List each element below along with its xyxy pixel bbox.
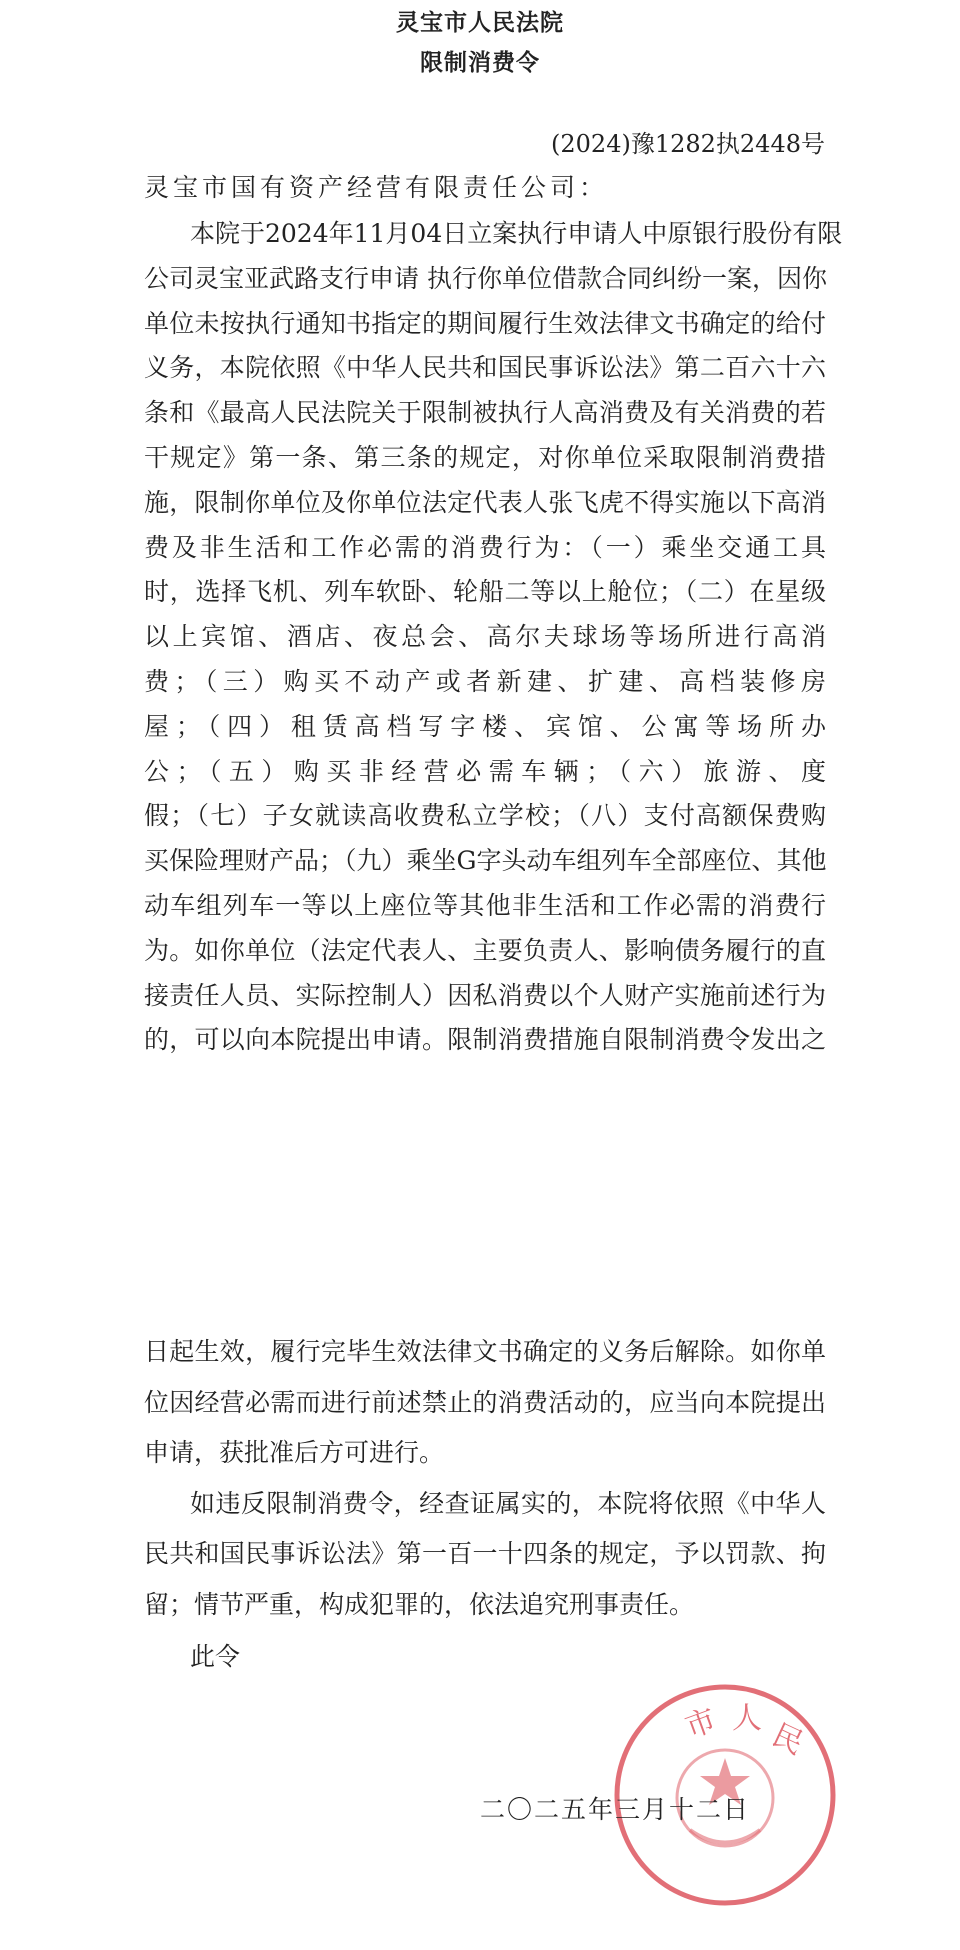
text-line: 位因经营必需而进行前述禁止的消费活动的，应当向本院提出 [144,1387,826,1417]
text-line: 的，可以向本院提出申请。限制消费措施自限制消费令发出之 [144,1025,826,1055]
case-number: (2024)豫1282执2448号 [551,130,825,158]
text-line: 单位未按执行通知书指定的期间履行生效法律文书确定的给付 [144,308,826,338]
text-line: 申请，获批准后方可进行。 [144,1438,445,1467]
addressee: 灵宝市国有资产经营有限责任公司： [144,173,609,202]
text-line: 接责任人员、实际控制人）因私消费以个人财产实施前述行为 [144,980,826,1010]
text-line: 干规定》第一条、第三条的规定，对你单位采取限制消费措 [144,442,826,472]
text-line: 假；（七）子女就读高收费私立学校；（八）支付高额保费购 [144,801,826,831]
text-line: 费；（三）购买不动产或者新建、扩建、高档装修房 [144,666,826,696]
text-line: 屋；（四）租赁高档写字楼、宾馆、公寓等场所办 [144,711,826,741]
text-line: 公；（五）购买非经营必需车辆；（六）旅游、度 [144,756,826,786]
text-line: 为。如你单位（法定代表人、主要负责人、影响债务履行的直 [144,935,826,965]
text-line: 如违反限制消费令，经查证属实的，本院将依照《中华人 [190,1488,826,1518]
text-line: 日起生效，履行完毕生效法律文书确定的义务后解除。如你单 [144,1337,826,1366]
text-line: 时，选择飞机、列车软卧、轮船二等以上舱位；（二）在星级 [144,577,826,607]
issue-date: 二〇二五年三月十二日 [480,1795,751,1824]
closing-phrase: 此令 [190,1642,241,1671]
svg-text:市: 市 [680,1702,721,1746]
text-line: 买保险理财产品；（九）乘坐G字头动车组列车全部座位、其他 [144,846,827,876]
text-line: 施，限制你单位及你单位法定代表人张飞虎不得实施以下高消 [144,487,826,517]
text-line: 费及非生活和工作必需的消费行为：（一）乘坐交通工具 [144,532,826,562]
text-line: 民共和国民事诉讼法》第一百一十四条的规定，予以罚款、拘 [144,1539,826,1568]
svg-text:民: 民 [766,1717,809,1762]
text-line: 义务，本院依照《中华人民共和国民事诉讼法》第二百六十六 [144,353,826,383]
paragraph-restriction-order [144,212,843,1063]
text-line: 动车组列车一等以上座位等其他非生活和工作必需的消费行 [144,890,826,920]
paragraph-effect-and-penalty [144,1327,826,1630]
svg-text:人: 人 [732,1701,762,1736]
text-line: 条和《最高人民法院关于限制被执行人高消费及有关消费的若 [144,398,826,428]
text-line: 公司灵宝亚武路支行申请 执行你单位借款合同纠纷一案，因你 [144,263,827,293]
text-line: 本院于2024年11月04日立案执行申请人中原银行股份有限 [190,219,843,248]
document-title: 限制消费令 [420,49,540,76]
text-line: 以上宾馆、酒店、夜总会、高尔夫球场等场所进行高消 [144,622,826,652]
text-line: 留；情节严重，构成犯罪的，依法追究刑事责任。 [144,1589,695,1619]
court-name: 灵宝市人民法院 [396,9,564,36]
